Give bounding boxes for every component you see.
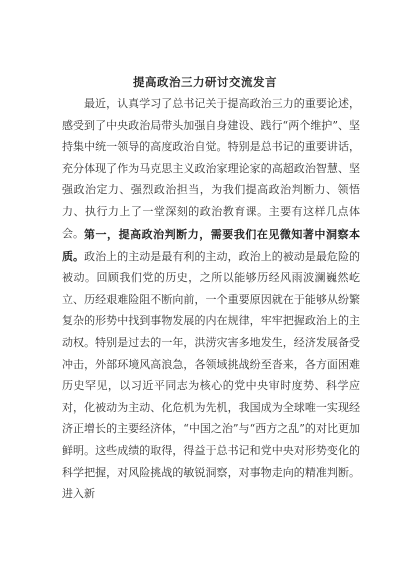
paragraph-intro [62, 93, 360, 244]
paragraph-first-point-heading: 第一，提高政治判断力，需要我们在见微知著中洞察本质。 [62, 228, 360, 263]
paragraph-first-point [62, 224, 360, 505]
document-title: 提高政治三力研讨交流发言 [133, 75, 277, 89]
paragraph-first-point-text: 政治上的主动是最有利的主动，政治上的被动是最危险的被动。回顾我们党的历史，之所以能够历经风雨波澜巍然屹立、历经艰难险阻不断向前，一个重要原因就在于能够从纷繁复杂的形势中找到事物发展的内在规律，牢牢把握政治上的主动权。特别是过去的一年，洪涝灾害多地发生，经济发展备受冲击，外部环境风高浪急，各领域挑战纷至沓来，各方面困难历史罕见，以习近平同志为核心的党中央审时度势、科学应对，化被动为主动、化危机为先机，我国成为全球唯一实现经济正增长的主要经济体，“中国之治”与“西方之乱”的对比更加鲜明。这些成绩的取得，得益于总书记和党中央对形势变化的科学把握，对风险挑战的敏锐洞察，对事物走向的精准判断。进入新 [62, 249, 360, 501]
paragraph-intro-text: 最近，认真学习了总书记关于提高政治三力的重要论述，感受到了中央政治局带头加强自身建设、践行“两个维护”、坚持集中统一领导的高度政治自觉。特别是总书记的重要讲话，充分体现了作为马克思主义政治家理论家的高超政治智慧、坚强政治定力、强烈政治担当，为我们提高政治判断力、领悟力、执行力上了一堂深刻的政治教育课。主要有这样几点体会。 [62, 97, 360, 240]
